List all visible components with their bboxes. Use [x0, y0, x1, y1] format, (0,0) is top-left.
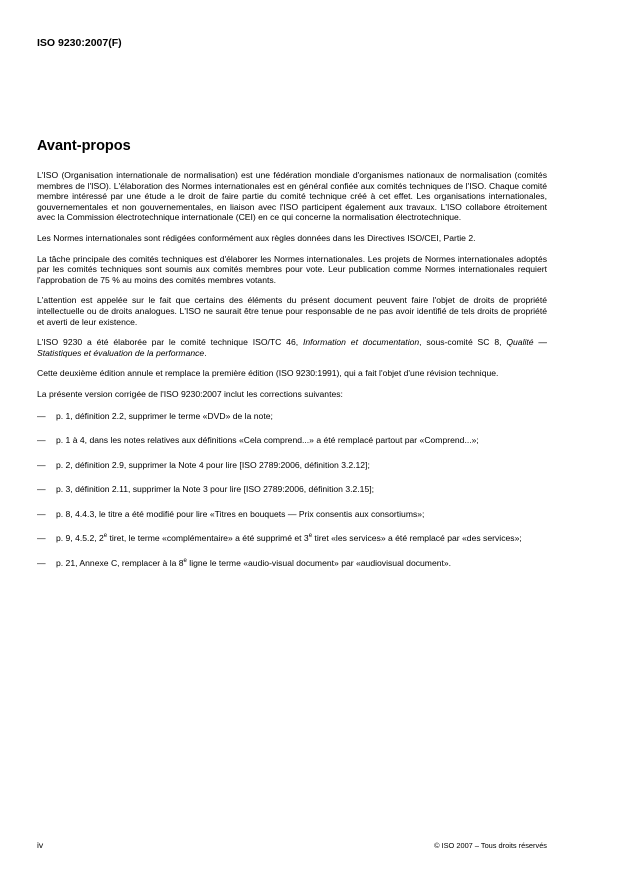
list-item-text: p. 2, définition 2.9, supprimer la Note 4 pour lire [ISO 2789:2006, définition 3.2.12]; [56, 459, 370, 470]
list-item [37, 509, 547, 520]
list-item [37, 460, 547, 471]
dash-bullet: — [37, 508, 46, 519]
corrections-list [37, 411, 547, 569]
list-item [37, 411, 547, 422]
list-item [37, 435, 547, 446]
list-item-text-part: p. 21, Annexe C, remplacer à la 8 [56, 558, 184, 569]
committee-title: Information et documentation [302, 337, 420, 348]
list-item-text: p. 1, définition 2.2, supprimer le terme «DVD» de la note; [56, 410, 273, 421]
list-item [37, 533, 547, 544]
dash-bullet: — [37, 459, 46, 470]
list-item-text-part: tiret «les services» a été remplacé par «des services»; [312, 533, 522, 544]
ordinal-superscript: e [103, 533, 108, 540]
dash-bullet: — [37, 435, 46, 446]
dash-bullet: — [37, 533, 46, 544]
prepared-by-text-2: , sous-comité SC 8, [419, 337, 507, 348]
list-item-text-part: p. 9, 4.5.2, 2 [56, 533, 104, 544]
foreword-body [37, 170, 547, 583]
paragraph-corrections-intro: La présente version corrigée de l'ISO 9230:2007 inclut les corrections suivantes: [37, 388, 343, 399]
prepared-by-text-1: L'ISO 9230 a été élaborée par le comité technique ISO/TC 46, [37, 337, 303, 348]
section-title: Avant-propos [37, 138, 131, 154]
paragraph-directives: Les Normes internationales sont rédigées conformément aux règles données dans les Directives ISO/CEI, Partie 2. [37, 232, 476, 243]
copyright-notice: © ISO 2007 – Tous droits réservés [434, 841, 547, 850]
document-identifier: ISO 9230:2007(F) [37, 37, 122, 49]
list-item-text-part: ligne le terme «audio-visual document» par «audiovisual document». [186, 558, 452, 569]
list-item-text: p. 8, 4.4.3, le titre a été modifié pour lire «Titres en bouquets — Prix consentis aux consortiums»; [56, 508, 425, 519]
list-item [37, 558, 547, 569]
subcommittee-title: Qualité — Statistiques et évaluation de la performance [37, 337, 547, 358]
list-item [37, 484, 547, 495]
paragraph-iso-intro: L'ISO (Organisation internationale de normalisation) est une fédération mondiale d'organismes nationaux de normalisation (comités membres de l'ISO). L'élaboration des Normes internationales est en général confiée aux comités techniques de l'ISO. Chaque comité membre intéressé par une étude a le droit de faire partie du comité technique créé à cet effet. Les organisations internationales, gouvernementales et non gouvernementales, en liaison avec l'ISO participent également aux travaux. L'ISO collabore étroitement avec la Commission électrotechnique internationale (CEI) en ce qui concerne la normalisation électrotechnique. [37, 170, 547, 223]
list-item-text: p. 3, définition 2.11, supprimer la Note 3 pour lire [ISO 2789:2006, définition 3.2.15]; [56, 484, 375, 495]
page-number: iv [37, 840, 44, 850]
paragraph-patent-rights: L'attention est appelée sur le fait que certains des éléments du présent document peuvent faire l'objet de droits de propriété intellectuelle ou de droits analogues. L'ISO ne saurait être tenue pour responsable de ne pas avoir identifié de tels droits de propriété et averti de leur existence. [37, 295, 547, 327]
list-item-text: p. 1 à 4, dans les notes relatives aux définitions «Cela comprend...» a été remplacé partout par «Comprend...»; [56, 435, 479, 446]
paragraph-edition: Cette deuxième édition annule et remplace la première édition (ISO 9230:1991), qui a fait l'objet d'une révision technique. [37, 368, 499, 379]
ordinal-superscript: e [183, 558, 187, 565]
dash-bullet: — [37, 410, 46, 421]
paragraph-prepared-by [37, 337, 547, 358]
list-item-text-part: tiret, le terme «complémentaire» a été supprimé et 3 [107, 533, 309, 544]
ordinal-superscript: e [308, 533, 313, 540]
dash-bullet: — [37, 484, 46, 495]
paragraph-technical-committees: La tâche principale des comités techniques est d'élaborer les Normes internationales. Les projets de Normes internationales adoptés par les comités techniques sont soumis aux comités membres pour vote. Leur publication comme Normes internationales requiert l'approbation de 75 % au moins des comités membres votants. [37, 253, 547, 285]
list-item-text [56, 533, 547, 544]
dash-bullet: — [37, 558, 46, 569]
prepared-by-text-3: . [204, 347, 207, 358]
list-item-text [56, 558, 547, 569]
